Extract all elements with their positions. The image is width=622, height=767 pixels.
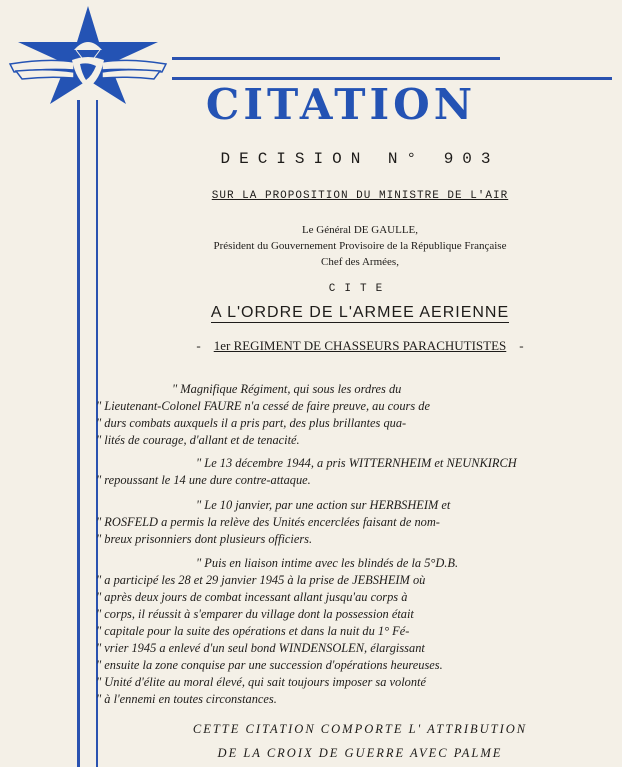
regiment-line [120, 338, 600, 354]
issuer-title: Président du Gouvernement Provisoire de la République Française [213, 240, 507, 252]
page-title: CITATION [205, 80, 477, 129]
body-line: " a participé les 28 et 29 janvier 1945 à la prise de JEBSHEIM où [96, 573, 426, 587]
body-line: " ensuite la zone conquise par une succession d'opérations heureuses. [96, 658, 443, 672]
body-line: " capitale pour la suite des opérations et dans la nuit du 1° Fé- [96, 624, 410, 638]
regiment-dash-right: - [519, 338, 524, 353]
body-line: " Le 13 décembre 1944, a pris WITTERNHEIM et NEUNKIRCH [196, 456, 517, 470]
body-line: " Lieutenant-Colonel FAURE n'a cessé de faire preuve, au cours de [96, 399, 430, 413]
regiment-dash-left: - [196, 338, 201, 353]
issuer-name: Le Général DE GAULLE, [301, 224, 419, 236]
body-line: " Puis en liaison intime avec les blindés de la 5°D.B. [196, 556, 459, 570]
footer-award: DE LA CROIX DE GUERRE AVEC PALME [217, 746, 503, 760]
decision-number: DECISION N° 903 [220, 150, 500, 168]
order-heading-text: A L'ORDRE DE L'ARMEE AERIENNE [210, 304, 510, 321]
body-line: " à l'ennemi en toutes circonstances. [96, 692, 277, 706]
body-line: " Magnifique Régiment, qui sous les ordres du [172, 382, 402, 396]
body-line: " breux prisonniers dont plusieurs officiers. [96, 532, 313, 546]
body-line: " repoussant le 14 une dure contre-attaque. [96, 473, 311, 487]
top-horizontal-rule-upper [172, 57, 500, 60]
order-heading [120, 304, 600, 322]
footer-attribution: CETTE CITATION COMPORTE L' ATTRIBUTION [192, 722, 528, 736]
proposition-line: SUR LA PROPOSITION DU MINISTRE DE L'AIR [211, 190, 509, 202]
cite-heading: CITE [328, 283, 392, 295]
body-line: " après deux jours de combat incessant allant jusqu'au corps à [96, 590, 408, 604]
issuer-role: Chef des Armées, [321, 256, 399, 268]
body-line: " corps, il réussit à s'emparer du village dont la possession était [96, 607, 414, 621]
body-line: " Le 10 janvier, par une action sur HERBSHEIM et [196, 498, 451, 512]
body-line: " lités de courage, d'allant et de tenacité. [96, 433, 300, 447]
body-line: " ROSFELD a permis la relève des Unités encerclées faisant de nom- [96, 515, 440, 529]
body-line: " Unité d'élite au moral élevé, qui sait toujours imposer sa volonté [96, 675, 426, 689]
regiment-name: 1er REGIMENT DE CHASSEURS PARACHUTISTES [213, 338, 507, 353]
left-vertical-rule-outer [77, 100, 80, 767]
body-line: " durs combats auxquels il a pris part, des plus brillantes qua- [96, 416, 407, 430]
body-line: " vrier 1945 a enlevé d'un seul bond WINDENSOLEN, élargissant [96, 641, 425, 655]
